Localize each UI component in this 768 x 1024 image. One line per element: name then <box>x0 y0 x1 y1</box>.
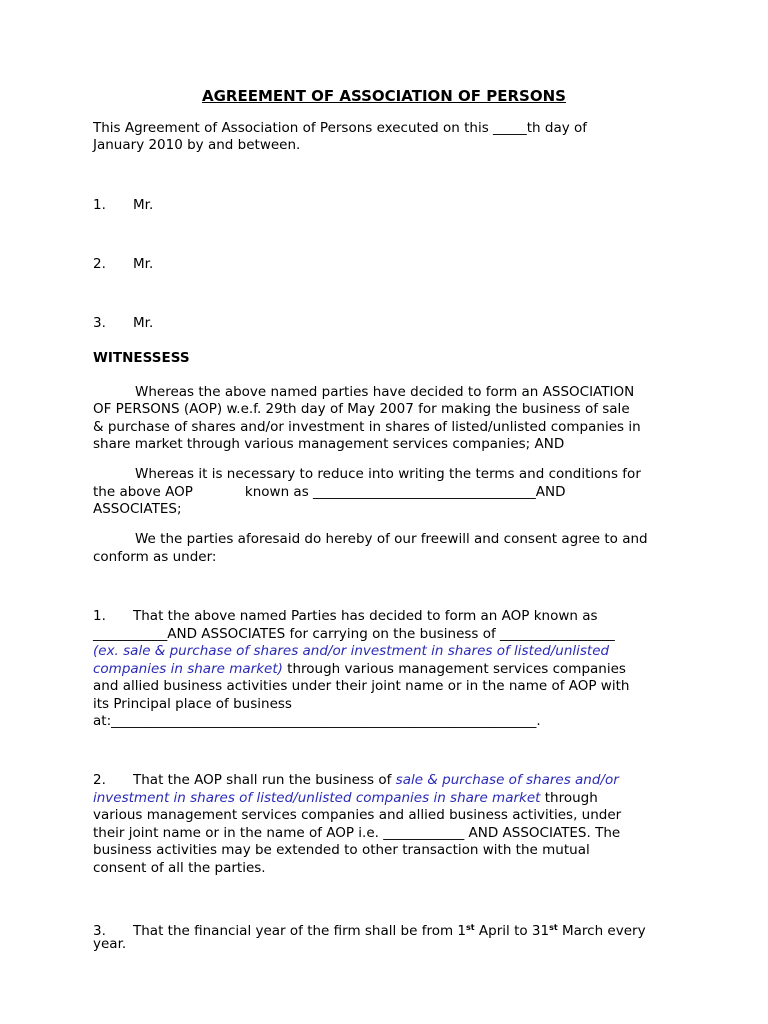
clause-number: 3. <box>93 923 106 939</box>
whereas2-line-2: the above AOP known as _________________________________AND <box>93 484 566 500</box>
whereas1-line-3: & purchase of shares and/or investment in shares of listed/unlisted companies in <box>93 419 641 435</box>
party-number: 1. <box>93 197 106 213</box>
clause1-line-1: 1. That the above named Parties has decided to form an AOP known as <box>93 608 598 624</box>
party-1 <box>93 197 683 215</box>
clause1-line-2: ___________AND ASSOCIATES for carrying on the business of _________________ <box>93 626 615 642</box>
clause2-line-4: their joint name or in the name of AOP i.e. ____________ AND ASSOCIATES. The <box>93 825 621 841</box>
agree-line-2: conform as under: <box>93 549 217 565</box>
party-name: Mr. <box>133 256 154 272</box>
whereas1-line-4: share market through various management services companies; AND <box>93 436 565 452</box>
clause1-line-6: its Principal place of business <box>93 696 292 712</box>
whereas2-line-3: ASSOCIATES; <box>93 501 182 517</box>
clause-number: 2. <box>93 772 106 788</box>
clause2-line-5: business activities may be extended to other transaction with the mutual <box>93 842 590 858</box>
party-number: 3. <box>93 315 106 331</box>
whereas1-line-2: OF PERSONS (AOP) w.e.f. 29th day of May 2007 for making the business of sale <box>93 401 630 417</box>
party-2 <box>93 256 683 274</box>
clause-number: 1. <box>93 608 106 624</box>
party-number: 2. <box>93 256 106 272</box>
clause2-line-3: various management services companies and allied business activities, under <box>93 807 622 823</box>
agree-line-1: We the parties aforesaid do hereby of our freewill and consent agree to and <box>135 531 648 547</box>
intro-line-1: This Agreement of Association of Persons executed on this _____th day of <box>93 120 588 136</box>
clause3-line-2: year. <box>93 936 127 952</box>
clause1-line-3: (ex. sale & purchase of shares and/or investment in shares of listed/unlisted <box>93 643 610 659</box>
party-name: Mr. <box>133 315 154 331</box>
clause2-line-2: investment in shares of listed/unlisted companies in share market through <box>93 790 598 806</box>
clause1-line-5: and allied business activities under their joint name or in the name of AOP with <box>93 678 630 694</box>
clause3-line-1: 3. That the financial year of the firm shall be from 1st April to 31st March every <box>93 923 646 939</box>
whereas2-line-1: Whereas it is necessary to reduce into writing the terms and conditions for <box>135 466 641 482</box>
witnesses-heading: WITNESSESS <box>93 350 190 366</box>
clause1-line-4: companies in share market) through various management services companies <box>93 661 626 677</box>
clause2-line-6: consent of all the parties. <box>93 860 266 876</box>
party-3 <box>93 315 683 333</box>
clause2-line-1: 2. That the AOP shall run the business of sale & purchase of shares and/or <box>93 772 619 788</box>
whereas1-line-1: Whereas the above named parties have decided to form an ASSOCIATION <box>135 384 635 400</box>
clause1-line-7: at:_______________________________________________________________. <box>93 713 541 729</box>
party-name: Mr. <box>133 197 154 213</box>
intro-line-2: January 2010 by and between. <box>93 137 301 153</box>
document-title: AGREEMENT OF ASSOCIATION OF PERSONS <box>202 87 566 105</box>
